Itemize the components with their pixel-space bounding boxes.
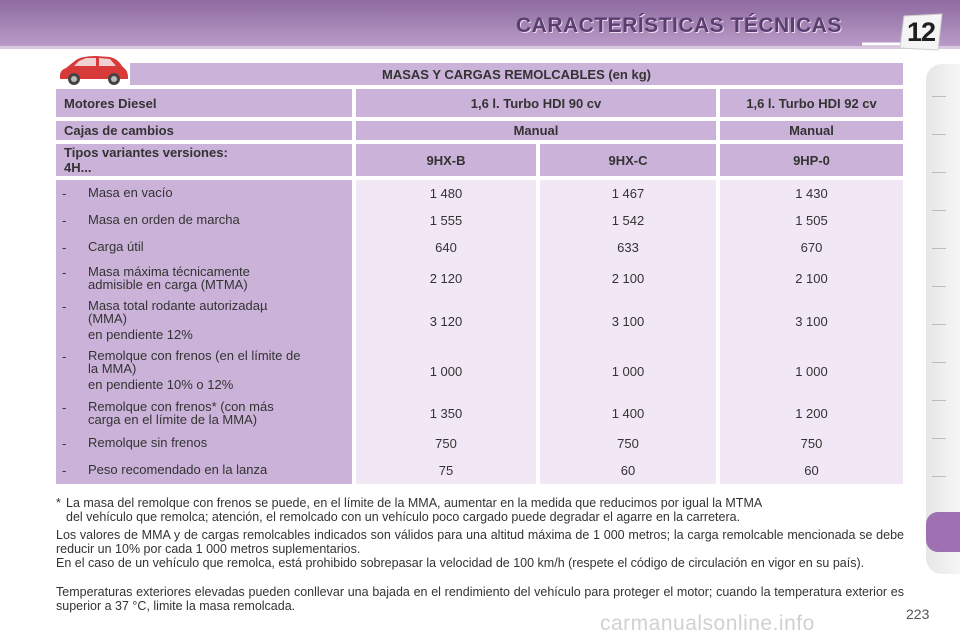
chapter-tab-divider (932, 210, 946, 211)
gearbox-header: Manual (720, 121, 903, 140)
table-cell: 640 (435, 240, 457, 255)
row-dash: - (62, 436, 67, 451)
chapter-tab-strip (926, 64, 960, 574)
footnote-marker: * (56, 496, 61, 510)
footnote-text: La masa del remolque con frenos se puede, en el límite de la MMA, aumentar en la medida que reducimos por igual la MTMA (66, 496, 763, 510)
table-cell: 1 000 (795, 364, 828, 379)
row-dash: - (62, 400, 67, 415)
row-label-text: Remolque con frenos* (con más (88, 399, 274, 414)
page-number: 223 (906, 606, 930, 622)
row-label-text: (MMA) (88, 311, 127, 326)
chapter-tab-divider (932, 400, 946, 401)
row-label-text: en pendiente 10% o 12% (88, 377, 234, 392)
table-cell: 1 400 (611, 406, 645, 421)
table-cell: 60 (804, 463, 819, 478)
row-dash: - (62, 186, 67, 201)
table-cell: 75 (438, 463, 454, 478)
table-cell: 750 (617, 436, 639, 451)
engine-header: 1,6 l. Turbo HDI 92 cv (720, 89, 903, 117)
table-cell: 670 (800, 240, 823, 255)
table-cell: 60 (620, 463, 636, 478)
row-label-text: Remolque con frenos (en el límite de (88, 348, 301, 363)
row-dash: - (62, 349, 67, 364)
table-cell: 1 350 (429, 406, 463, 421)
engine-header: 1,6 l. Turbo HDI 90 cv (356, 89, 716, 117)
row-label-text: Masa en vacío (88, 185, 173, 200)
car-icon (56, 54, 130, 86)
table-cell: 3 100 (611, 314, 645, 329)
table-cell: 1 430 (795, 186, 828, 201)
table-cell: 1 542 (611, 213, 645, 228)
table-cell: 750 (800, 436, 823, 451)
chapter-tab-divider (932, 286, 946, 287)
row-dash: - (62, 299, 67, 314)
row-label-text: admisible en carga (MTMA) (88, 277, 248, 292)
table-cell: 1 200 (795, 406, 828, 421)
row-dash: - (62, 265, 67, 280)
chapter-tab-divider (932, 476, 946, 477)
chapter-tab-divider (932, 438, 946, 439)
chapter-tab-divider (932, 248, 946, 249)
row-label-text: Masa máxima técnicamente (88, 264, 250, 279)
table-cell: 2 100 (795, 271, 828, 286)
row-dash: - (62, 213, 67, 228)
table-cell: 1 505 (795, 213, 828, 228)
chapter-tab-divider (932, 96, 946, 97)
row-label-text: carga en el límite de la MMA) (88, 412, 258, 427)
page-title: CARACTERÍSTICAS TÉCNICAS (516, 14, 842, 37)
row-label-text: en pendiente 12% (88, 327, 193, 342)
chapter-tab-divider (932, 324, 946, 325)
variants-label-line: 4H... (64, 160, 92, 175)
footnote-text: del vehículo que remolca; atención, el remolcado con un vehículo poco cargado puede degradar el agarre en la carretera. (66, 510, 741, 524)
gearbox-header: Manual (356, 121, 716, 140)
table-cell: 633 (617, 240, 639, 255)
chapter-tab-active[interactable] (926, 512, 960, 552)
table-cell: 1 480 (429, 186, 463, 201)
variant-header: 9HX-C (540, 144, 716, 176)
row-dash: - (62, 463, 67, 478)
variants-label-line: Tipos variantes versiones: (64, 145, 228, 160)
table-cell: 3 120 (429, 314, 463, 329)
table-cell: 750 (435, 436, 457, 451)
table-cell: 1 000 (429, 364, 463, 379)
table-cell: 1 000 (611, 364, 645, 379)
watermark: carmanualsonline.info (600, 612, 815, 635)
chapter-tab-divider (932, 362, 946, 363)
note-paragraph: En el caso de un vehículo que remolca, está prohibido sobrepasar la velocidad de 100 km/h (respete el código de circulación en vigor en su país). (56, 556, 865, 570)
variants-label (56, 144, 352, 176)
table-cell: 2 120 (429, 271, 463, 286)
table-cell: 2 100 (611, 271, 645, 286)
header-underline (0, 46, 960, 49)
row-label-text: Masa total rodante autorizadaµ (88, 298, 268, 313)
chapter-number: 12 (906, 17, 936, 47)
note-paragraph: Los valores de MMA y de cargas remolcables indicados son válidos para una altitud máxima de 1 000 metros; la carga remolcable mencionada se debe reducir un 10% por cada 1 000 metros suplementarios. (56, 528, 904, 556)
row-label-text: Peso recomendado en la lanza (88, 462, 268, 477)
variant-header: 9HP-0 (720, 144, 903, 176)
note-paragraph: Temperaturas exteriores elevadas pueden conllevar una bajada en el rendimiento del vehículo para proteger el motor; cuando la temperatura exterior es superior a 37 °C, limite la masa remolcada. (56, 585, 904, 613)
engines-label: Motores Diesel (56, 89, 352, 117)
row-label-text: Masa en orden de marcha (88, 212, 240, 227)
table-cell: 3 100 (795, 314, 828, 329)
gearbox-label: Cajas de cambios (56, 121, 352, 140)
table-cell: 1 467 (611, 186, 645, 201)
row-label-text: Remolque sin frenos (88, 435, 208, 450)
table-title: MASAS Y CARGAS REMOLCABLES (en kg) (130, 63, 903, 85)
chapter-tab-divider (932, 172, 946, 173)
row-label-text: la MMA) (88, 361, 137, 376)
chapter-tab-divider (932, 134, 946, 135)
row-dash: - (62, 240, 67, 255)
variant-header: 9HX-B (356, 144, 536, 176)
row-label-text: Carga útil (88, 239, 144, 254)
table-cell: 1 555 (429, 213, 463, 228)
